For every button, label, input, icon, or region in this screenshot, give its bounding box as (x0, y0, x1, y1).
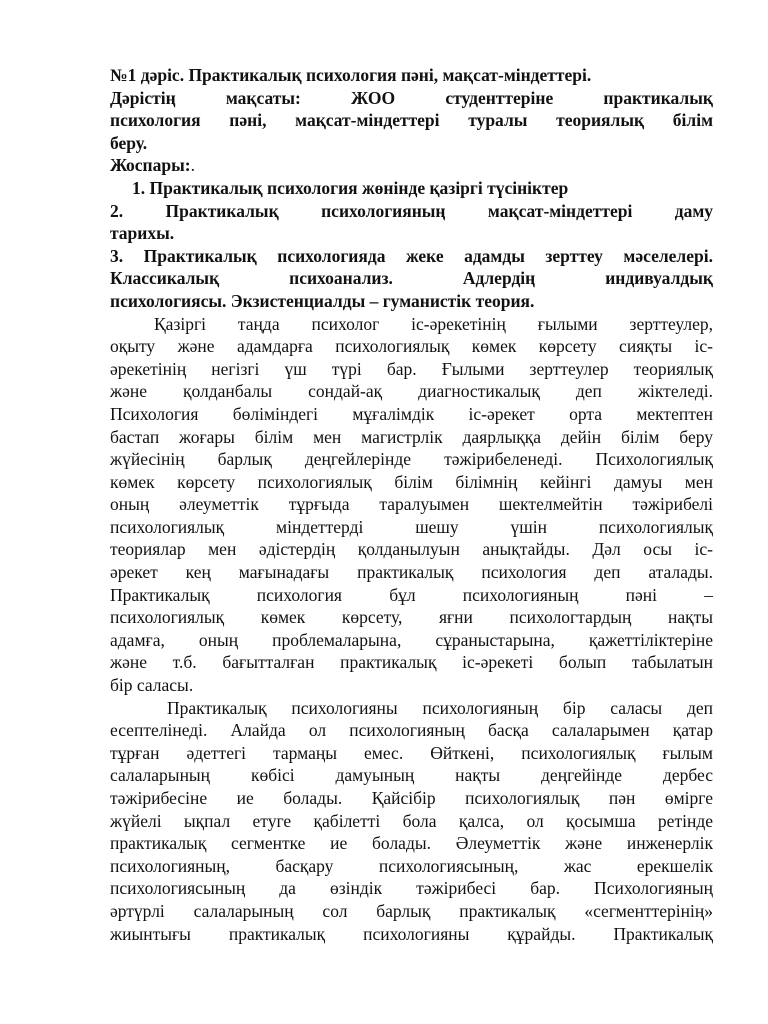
plan-item: Классикалық психоанализ. Адлердің индивуалдық (110, 268, 713, 289)
paragraph-line: Психология бөліміндегі мұғалімдік іс-әрекет орта мектептен (110, 403, 713, 424)
paragraph-line: бір саласы. (110, 675, 194, 696)
paragraph-line: әрекетінің негізгі үш түрі бар. Ғылыми зерттеулер теориялық (110, 358, 713, 379)
document-page (110, 64, 713, 945)
paragraph-line: психологияның, басқару психологиясының, жас ерекшелік (110, 855, 713, 876)
paragraph-line: адамға, оның проблемаларына, сұраныстарына, қажеттіліктеріне (110, 629, 713, 650)
lecture-title: №1 дәріс. Практикалық психология пәні, мақсат-міндеттері. (110, 65, 592, 85)
plan-item: 2. Практикалық психологияның мақсат-міндеттері даму (110, 200, 713, 221)
paragraph-line: және қолданбалы сондай-ақ диагностикалық деп жіктеледі. (110, 381, 713, 402)
aim-line: беру. (110, 132, 148, 153)
aim-line: Дәрістің мақсаты: ЖОО студенттеріне практикалық (110, 87, 713, 108)
paragraph-line: әртүрлі салаларының сол барлық практикалық «сегменттерінің» (110, 900, 713, 921)
paragraph-line: жүйесінің барлық деңгейлерінде тәжірибеленеді. Психологиялық (110, 449, 713, 470)
paragraph-line: тәжірибесіне ие болады. Қайсібір психологиялық пән өмірге (110, 788, 713, 808)
plan-item: 1. Практикалық психология жөнінде қазіргі түсініктер (132, 177, 569, 198)
paragraph-line: психологиясының да өзіндік тәжірибесі бар. Психологияның (110, 878, 713, 899)
plan-label-suffix: . (190, 155, 195, 176)
aim-line: психология пәні, мақсат-міндеттері туралы теориялық білім (110, 110, 713, 131)
paragraph-line: практикалық сегментке ие болады. Әлеуметтік және инженерлік (110, 833, 713, 854)
paragraph-line: психологиялық міндеттерді шешу үшін психологиялық (110, 516, 713, 537)
paragraph-line: бастап жоғары білім мен магистрлік даярлыққа дейін білім беру (110, 426, 713, 447)
paragraph-line: Практикалық психологияны психологияның бір саласы деп (167, 697, 713, 718)
paragraph-line: оның әлеуметтік тұрғыда таралуымен шектелмейтін тәжірибелі (110, 494, 713, 515)
paragraph-line: көмек көрсету психологиялық білім білімнің кейінгі дамуы мен (110, 471, 713, 492)
plan-heading (110, 154, 713, 177)
plan-item: 3. Практикалық психологияда жеке адамды зерттеу мәселелері. (110, 245, 713, 266)
paragraph-line: есептелінеді. Алайда ол психологияның басқа салаларымен қатар (110, 720, 713, 741)
paragraph-line: салаларының көбісі дамуының нақты деңгейінде дербес (110, 765, 713, 786)
plan-item: тарихы. (110, 223, 175, 244)
paragraph-line: жиынтығы практикалық психологияны құрайды. Практикалық (110, 923, 713, 944)
paragraph-line: психологиялық көмек көрсету, яғни психологтардың нақты (110, 607, 713, 628)
paragraph-line: және т.б. бағытталған практикалық іс-әрекеті болып табылатын (110, 652, 713, 673)
paragraph-line: теориялар мен әдістердің қолданылуын анықтайды. Дәл осы іс- (110, 539, 713, 560)
paragraph-line: әрекет кең мағынадағы практикалық психология деп аталады. (110, 562, 713, 583)
paragraph-line: тұрған әдеттегі тармаңы емес. Өйткені, психологиялық ғылым (110, 742, 713, 763)
paragraph-line: Қазіргі таңда психолог іс-әрекетінің ғылыми зерттеулер, (154, 313, 713, 334)
paragraph-line: оқыту және адамдарға психологиялық көмек көрсету сияқты іс- (110, 336, 713, 357)
paragraph-line: Практикалық психология бұл психологияның пәні – (110, 584, 713, 605)
plan-item: психологиясы. Экзистенциалды – гуманистік теория. (110, 290, 535, 311)
paragraph-line: жүйелі ықпал етуге қабілетті бола қалса, ол қосымша ретінде (110, 810, 713, 831)
plan-label: Жоспары: (110, 155, 191, 176)
